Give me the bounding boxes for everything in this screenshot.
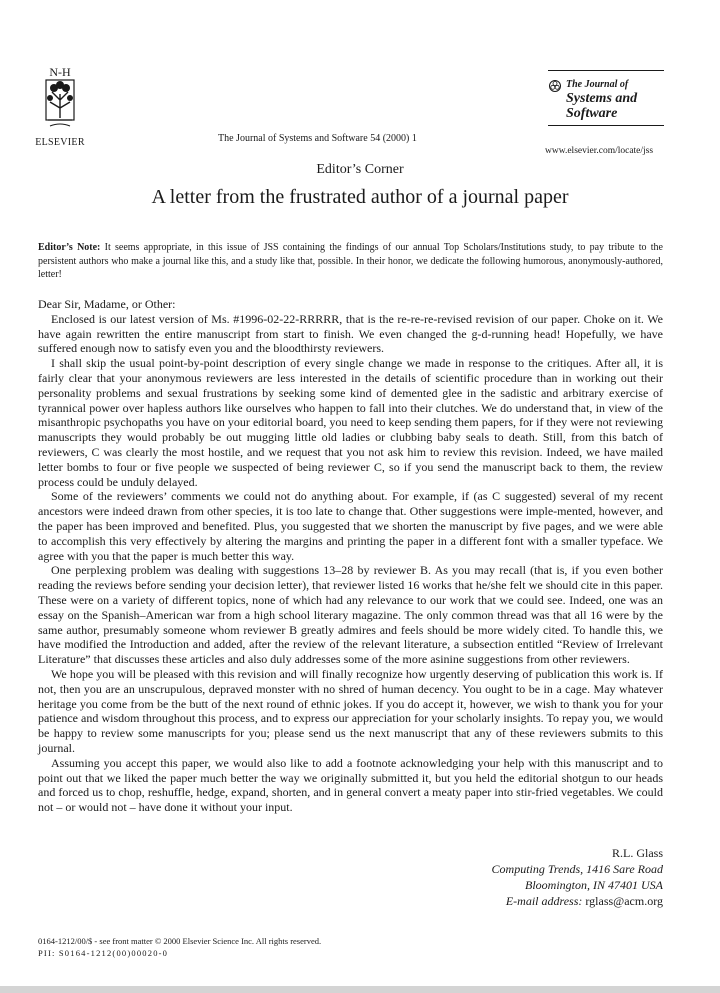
pii-line: PII: S0164-1212(00)00020-0 bbox=[38, 948, 169, 958]
letter-paragraph: One perplexing problem was dealing with suggestions 13–28 by reviewer B. As you may recall (that is, if you even bother reading the reviews before sending your decision letter), that reviewer listed 16 works that he/she felt we should cite in this paper. These were on a variety of different topics, none of which had any relevance to our work that we could see. Indeed, one was an essay on the Spanish–American war from a high school literary magazine. The only common thread was that all 16 were by the same author, presumably someone whom reviewer B greatly admires and feels should be more widely cited. To handle this, we have modified the Introduction and added, after the review of the relevant literature, a subsection entitled “Review of Irrelevant Literature” that discusses these articles and also duly addresses some of the more asinine suggestions from other reviewers. bbox=[38, 563, 663, 667]
editors-note bbox=[38, 241, 663, 282]
viewer-bottom-bar bbox=[0, 986, 720, 993]
section-heading: Editor’s Corner bbox=[316, 162, 404, 177]
journal-brand bbox=[548, 70, 664, 126]
email-label: E-mail address: bbox=[505, 894, 583, 908]
letter-paragraph: I shall skip the usual point-by-point description of every single change we made in response to the critiques. After all, it is fairly clear that your anonymous reviewers are less interested in the details of scientific procedure than in working out their personality problems and sexual frustrations by seeking some kind of demented glee in the sadistic and arbitrary exercise of tyrannical power over hapless authors like ourselves who happen to fall into their clutches. We do understand that, in view of the misanthropic psychopaths you have on your editorial board, you need to keep sending them papers, for if they were not reviewing manuscripts they would probably be out mugging little old ladies or clubbing baby seals to death. Still, from this batch of reviewers, C was clearly the most hostile, and we request that you not ask him to review this revision. Indeed, we have mailed letter bombs to four or five people we suspected of being reviewer C, so if you send the manuscript back to them, the review process could be unduly delayed. bbox=[38, 356, 663, 489]
letter-paragraph: Some of the reviewers’ comments we could not do anything about. For example, if (as C suggested) several of my recent ancestors were indeed drawn from other species, it is too late to change that. Other suggestions were imple-mented, however, and the paper has been improved and benefited. Plus, you suggested that we shorten the manuscript by five pages, and we were able to accomplish this very effectively by altering the margins and printing the paper in a different font with a smaller typeface. We agree with you that the paper is much better this way. bbox=[38, 489, 663, 563]
copyright-line: 0164-1212/00/$ - see front matter © 2000 Elsevier Science Inc. All rights reserved. bbox=[38, 936, 322, 946]
article-title: A letter from the frustrated author of a journal paper bbox=[151, 186, 569, 208]
page-footer bbox=[38, 935, 321, 959]
letter-paragraph: Assuming you accept this paper, we would also like to add a footnote acknowledging your help with this manuscript and to point out that we liked the paper much better the way we originally submitted it, but you held the editorial shotgun to our heads and forced us to chop, reshuffle, hedge, expand, shorten, and in general convert a meaty paper into stir-fried vegetables. We could not – or would not – have done it without your input. bbox=[38, 755, 663, 815]
letter-salutation: Dear Sir, Madame, or Other: bbox=[38, 297, 176, 311]
journal-url[interactable]: www.elsevier.com/locate/jss bbox=[545, 146, 654, 156]
elsevier-tree-icon bbox=[30, 64, 90, 130]
author-name: R.L. Glass bbox=[612, 846, 663, 860]
editors-note-label: Editor’s Note: bbox=[38, 242, 101, 253]
publisher-logo bbox=[24, 64, 96, 148]
author-affiliation: Computing Trends, 1416 Sare Road bbox=[491, 862, 663, 876]
brand-line-1: The Journal of bbox=[566, 79, 629, 90]
author-email[interactable]: rglass@acm.org bbox=[582, 894, 663, 908]
editors-note-text: It seems appropriate, in this issue of JSS containing the findings of our annual Top Scholars/Institutions study, to pay tribute to the persistent authors who make a journal like this, and a study like that, possible. In their honor, we dedicate the following humorous, anonymously-authored, letter! bbox=[38, 242, 663, 281]
journal-citation: The Journal of Systems and Software 54 (2000) 1 bbox=[218, 133, 417, 144]
letter-paragraph: We hope you will be pleased with this revision and will finally recognize how urgently deserving of publication this work is. If not, then you are an unscrupulous, depraved monster with no shred of human decency. You ought to be in a cage. May whatever heritage you come from be the butt of the next round of ethnic jokes. If you do accept it, however, we wish to thank you for your patience and wisdom throughout this process, and to express our appreciation for your scholarly insights. To repay you, we would be happy to review some manuscripts for you; please send us the next manuscript that any of these reviewers submits to this journal. bbox=[38, 666, 663, 755]
publisher-mark-text: N-H bbox=[49, 65, 71, 79]
author-signature bbox=[492, 845, 663, 909]
brand-rule-bottom bbox=[548, 125, 664, 126]
journal-brand-text bbox=[566, 79, 637, 121]
author-city: Bloomington, IN 47401 USA bbox=[525, 878, 663, 892]
brand-line-3: Software bbox=[566, 106, 618, 121]
journal-emblem-icon bbox=[548, 79, 562, 93]
letter-body bbox=[38, 297, 663, 815]
letter-paragraph: Enclosed is our latest version of Ms. #1996-02-22-RRRRR, that is the re-re-re-revised revision of our paper. Choke on it. We have again rewritten the entire manuscript from start to finish. We even changed the g-d-running head! Hopefully, we have suffered enough now to satisfy even you and the bloodthirsty reviewers. bbox=[38, 311, 663, 356]
publisher-name: ELSEVIER bbox=[35, 137, 85, 148]
brand-line-2: Systems and bbox=[566, 91, 638, 106]
